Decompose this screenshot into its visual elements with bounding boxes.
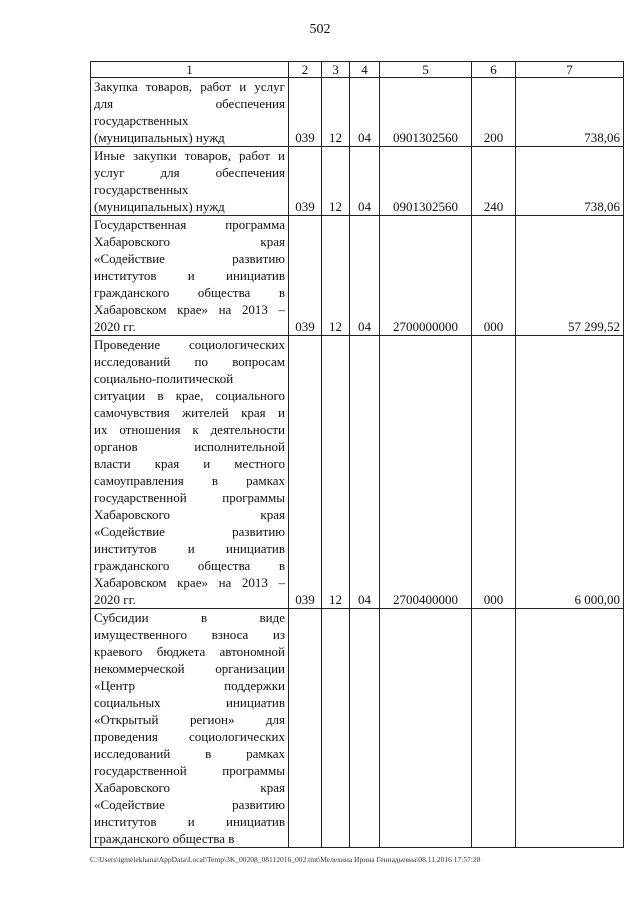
description-line: имущественного взноса из [94,627,285,642]
target-article-cell: 2700000000 [380,216,472,336]
description-line: органов исполнительной [94,439,285,454]
target-article-cell [380,609,472,848]
column-header-7: 7 [516,62,624,78]
description-line: некоммерческой организации [94,661,285,676]
target-article-cell: 0901302560 [380,147,472,216]
description-line: гражданского общества в [94,558,285,573]
column-header-3: 3 [322,62,350,78]
row-description [91,216,289,336]
description-line: Хабаровского края [94,780,285,795]
description-line: самоуправления в рамках [94,473,285,488]
description-line: государственных [94,113,189,128]
description-line: гражданского общества в [94,285,285,300]
ministry-code-cell: 039 [289,336,322,609]
description-line: для обеспечения [94,96,285,111]
description-line: Проведение социологических [94,337,285,352]
table-row [91,78,624,147]
subsection-code-cell: 04 [350,336,380,609]
subsection-code-cell [350,609,380,848]
description-line: социальных инициатив [94,695,285,710]
row-description [91,336,289,609]
table-row [91,609,624,848]
ministry-code-cell: 039 [289,147,322,216]
description-line: (муниципальных) нужд [94,130,225,145]
description-line: институтов и инициатив [94,268,285,283]
table-row [91,216,624,336]
amount-cell: 6 000,00 [516,336,624,609]
section-code-cell: 12 [322,216,350,336]
amount-cell: 57 299,52 [516,216,624,336]
row-description [91,609,289,848]
description-line: самочувствия жителей края и [94,405,285,420]
target-article-cell: 2700400000 [380,336,472,609]
section-code-cell: 12 [322,147,350,216]
budget-table [90,61,624,848]
amount-cell: 738,06 [516,78,624,147]
description-line: Государственная программа [94,217,285,232]
subsection-code-cell: 04 [350,216,380,336]
description-line: исследований в рамках [94,746,285,761]
description-line: гражданского общества в [94,831,235,846]
description-line: Хабаровском крае» на 2013 – [94,575,285,590]
description-line: «Центр поддержки [94,678,285,693]
amount-cell [516,609,624,848]
ministry-code-cell: 039 [289,216,322,336]
description-line: Хабаровском крае» на 2013 – [94,302,285,317]
column-header-4: 4 [350,62,380,78]
description-line: краевого бюджета автономной [94,644,285,659]
subsection-code-cell: 04 [350,147,380,216]
column-header-5: 5 [380,62,472,78]
description-line: «Содействие развитию [94,524,285,539]
description-line: «Содействие развитию [94,251,285,266]
expense-type-cell: 000 [472,336,516,609]
description-line: институтов и инициатив [94,541,285,556]
column-header-2: 2 [289,62,322,78]
description-line: ситуации в крае, социального [94,388,285,403]
description-line: власти края и местного [94,456,285,471]
row-description [91,147,289,216]
description-line: (муниципальных) нужд [94,199,225,214]
description-line: 2020 гг. [94,592,136,607]
description-line: проведения социологических [94,729,285,744]
section-code-cell: 12 [322,336,350,609]
expense-type-cell: 000 [472,216,516,336]
amount-cell: 738,06 [516,147,624,216]
column-header-6: 6 [472,62,516,78]
column-header-1: 1 [91,62,289,78]
description-line: институтов и инициатив [94,814,285,829]
description-line: исследований по вопросам [94,354,285,369]
description-line: государственной программы [94,763,285,778]
ministry-code-cell [289,609,322,848]
expense-type-cell: 200 [472,78,516,147]
description-line: 2020 гг. [94,319,136,334]
expense-type-cell: 240 [472,147,516,216]
row-description [91,78,289,147]
description-line: услуг для обеспечения [94,165,285,180]
description-line: Субсидии в виде [94,610,285,625]
table-header-row [91,62,624,78]
description-line: их отношения к деятельности [94,422,285,437]
description-line: «Открытый регион» для [94,712,285,727]
section-code-cell: 12 [322,78,350,147]
ministry-code-cell: 039 [289,78,322,147]
description-line: Хабаровского края [94,234,285,249]
file-path-footer: C:\Users\igmelekhana\AppData\Local\Temp\3K_00208_08112016_002.tmt\Мелехина Ирина Геннадьевна\08.11.2016 17:57:28 [90,855,481,864]
description-line: государственной программы [94,490,285,505]
table-row [91,336,624,609]
description-line: «Содействие развитию [94,797,285,812]
target-article-cell: 0901302560 [380,78,472,147]
subsection-code-cell: 04 [350,78,380,147]
description-line: Иные закупки товаров, работ и [94,148,285,163]
section-code-cell [322,609,350,848]
description-line: социально-политической [94,371,234,386]
page-number: 502 [309,22,331,37]
description-line: Закупка товаров, работ и услуг [94,79,285,94]
description-line: Хабаровского края [94,507,285,522]
expense-type-cell [472,609,516,848]
table-row [91,147,624,216]
description-line: государственных [94,182,189,197]
